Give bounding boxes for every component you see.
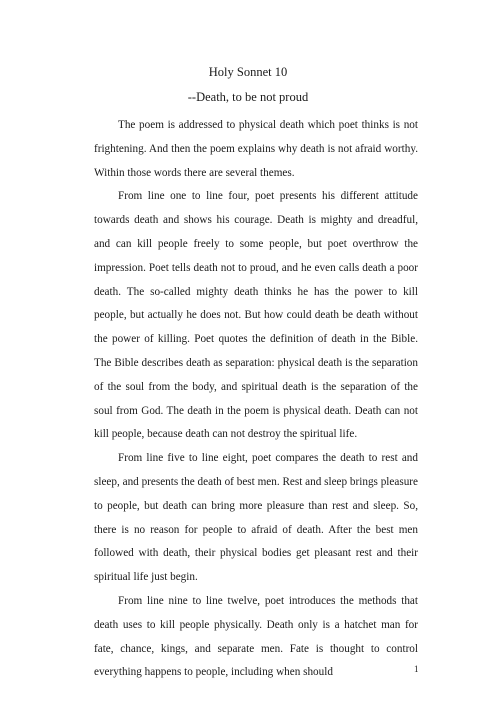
document-subtitle: --Death, to be not proud xyxy=(187,90,309,104)
body-paragraph: From line five to line eight, poet compares the death to rest and sleep, and presents the death of best men. Rest and sleep brings pleasure to people, but death can bring more pleasure than rest and sleep. So, there is no reason for people to afraid of death. After the best men followed with death, their physical bodies get pleasant rest and their spiritual life just begin. xyxy=(94,452,418,584)
body-paragraph: From line one to line four, poet presents his different attitude towards death and shows his courage. Death is mighty and dreadful, and can kill people freely to some people, but poet overthrow the impression. Poet tells death not to proud, and he even calls death a poor death. The so-called mighty death thinks he has the power to kill people, but actually he does not. But how could death be death without the power of killing. Poet quotes the definition of death in the Bible. The Bible describes death as separation: physical death is the separation of the soul from the body, and spiritual death is the separation of the soul from God. The death in the poem is physical death. Death can not kill people, because death can not destroy the spiritual life. xyxy=(94,190,418,441)
body-paragraph: The poem is addressed to physical death which poet thinks is not frightening. And then the poem explains why death is not afraid worthy. Within those words there are several themes. xyxy=(94,119,418,179)
document-body xyxy=(94,114,418,685)
page-number: 1 xyxy=(414,664,419,674)
body-paragraph: From line nine to line twelve, poet introduces the methods that death uses to kill people physically. Death only is a hatchet man for fate, chance, kings, and separate men. Fate is thought to control everything happens to people, including when should xyxy=(94,594,418,679)
document-title: Holy Sonnet 10 xyxy=(208,65,288,79)
